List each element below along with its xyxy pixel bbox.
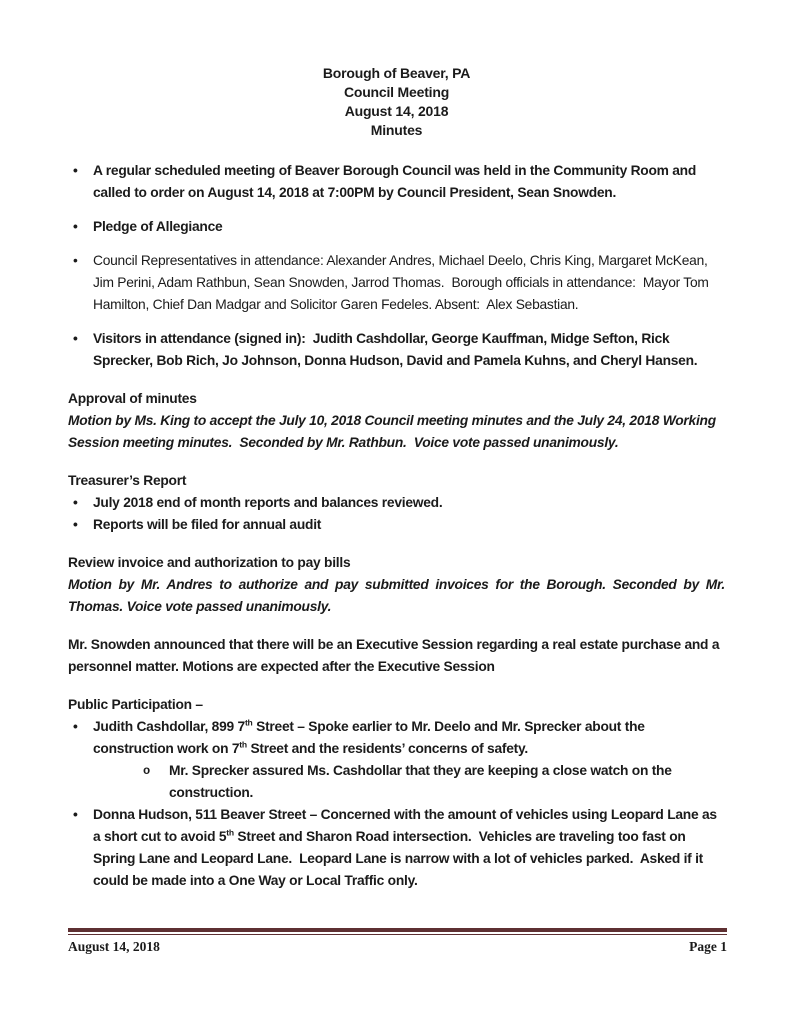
section-review-invoices [68,552,729,618]
ordinal-superscript: th [226,827,234,838]
intro-bullet-item: • Council Representatives in attendance: Alexander Andres, Michael Deelo, Chris King, Margaret McKean, Jim Perini, Adam Rathbun, Sean Snowden, Jarrod Thomas. Borough officials in attendance: Mayor Tom Hamilton, Chief Dan Madgar and Solicitor Garen Fedeles. Absent: Alex Sebastian. [68,250,725,316]
intro-bullet-item: • Visitors in attendance (signed in): Judith Cashdollar, George Kauffman, Midge Sefton, Rick Sprecker, Bob Rich, Jo Johnson, Donna Hudson, David and Pamela Kuhns, and Cheryl Hansen. [68,328,725,372]
title-line-org: Borough of Beaver, PA [322,65,471,81]
approval-heading: Approval of minutes [68,391,197,406]
ordinal-superscript: th [239,739,247,750]
title-line-date: August 14, 2018 [344,103,449,119]
title-line-minutes: Minutes [370,122,423,138]
treasurer-bullet-list [68,492,725,536]
footer-divider-rule [68,928,727,935]
document-title-block [68,64,725,140]
public-participation-list [68,716,725,892]
ordinal-superscript: th [244,717,253,728]
footer-date: August 14, 2018 [68,939,160,954]
public-participation-item: • Donna Hudson, 511 Beaver Street – Concerned with the amount of vehicles using Leopard Lane as a short cut to avoid 5th Street and Sharon Road intersection. Vehicles are traveling too fast on Spring Lane and Leopard Lane. Leopard Lane is narrow with a lot of vehicles parked. Asked if it could be made into a One Way or Local Traffic only. [68,804,725,892]
section-treasurers-report [68,470,725,536]
intro-bullet-item: • A regular scheduled meeting of Beaver Borough Council was held in the Community Room and called to order on August 14, 2018 at 7:00PM by Council President, Sean Snowden. [68,160,725,204]
footer-page-number: Page 1 [689,939,727,954]
section-approval-of-minutes [68,388,725,454]
page-footer [68,928,727,955]
section-public-participation [68,694,725,892]
public-participation-item: • Judith Cashdollar, 899 7th Street – Spoke earlier to Mr. Deelo and Mr. Sprecker about the construction work on 7th Street and the residents’ concerns of safety. o Mr. Sprecker assured Ms. Cashdollar that they are keeping a close watch on the construction. [68,716,725,804]
treasurer-bullet-item: • Reports will be filed for annual audit [68,514,725,536]
public-participation-sublist [135,760,725,804]
intro-bullet-list [68,160,725,372]
title-line-meeting: Council Meeting [343,84,450,100]
executive-session-announcement: Mr. Snowden announced that there will be an Executive Session regarding a real estate purchase and a personnel matter. Motions are expected after the Executive Session [68,637,723,674]
intro-bullet-item: • Pledge of Allegiance [68,216,725,238]
public-participation-subitem: o Mr. Sprecker assured Ms. Cashdollar that they are keeping a close watch on the construction. [135,760,725,804]
treasurer-heading: Treasurer’s Report [68,473,187,488]
footer-text-row [68,939,727,955]
treasurer-bullet-item: • July 2018 end of month reports and balances reviewed. [68,492,725,514]
approval-motion-text: Motion by Ms. King to accept the July 10, 2018 Council meeting minutes and the July 24, 2018 Working Session meeting minutes. Seconded by Mr. Rathbun. Voice vote passed unanimously. [68,413,720,450]
invoices-motion-text: Motion by Mr. Andres to authorize and pay submitted invoices for the Borough. Seconded by Mr. Thomas. Voice vote passed unanimously. [68,577,729,614]
public-participation-heading: Public Participation – [68,697,203,712]
invoices-heading: Review invoice and authorization to pay bills [68,555,351,570]
